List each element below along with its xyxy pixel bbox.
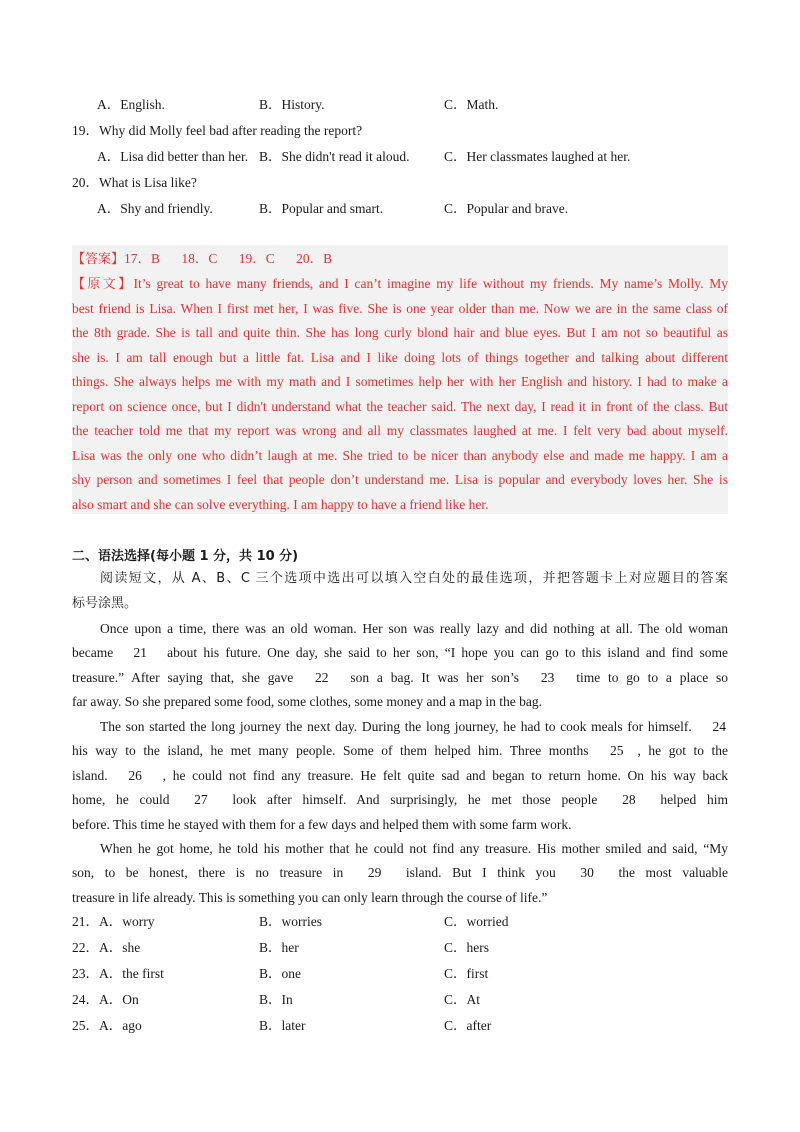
blank-30: 30 xyxy=(580,865,594,880)
passage-line: far away. So she prepared some food, some clothes, some money and a map in the bag. xyxy=(72,694,542,709)
blank-28: 28 xyxy=(622,792,636,807)
transcript-line-1: 【原文】It’s great to have many friends, and I can’t imagine my life without my friends. My name’s Molly. My xyxy=(72,276,728,292)
answer-line xyxy=(72,250,332,269)
q23-option-c: C．first xyxy=(444,966,489,981)
transcript-line-4: she is. I am tall enough but a little fat. Lisa and I like doing lots of things together and talking about different xyxy=(72,350,728,365)
question-24: 24．A．On xyxy=(72,992,139,1007)
answer-label: 【答案】 xyxy=(72,252,125,267)
q20-option-a: A．Shy and friendly. xyxy=(97,201,213,216)
transcript-line-5: things. She always helps me with my math and I sometimes help her with her English and history. I had to make a xyxy=(72,374,728,389)
q18-option-c: C．Math. xyxy=(444,97,499,112)
q24-option-c: C．At xyxy=(444,992,481,1007)
passage-line: treasure.” After saying that, she gave 22 son a bag. It was her son’s 23 time to go to a place so xyxy=(72,670,729,685)
q24-option-b: B．In xyxy=(259,992,293,1007)
q21-option-c: C．worried xyxy=(444,914,509,929)
blank-29: 29 xyxy=(367,865,382,880)
passage-line: became 21 about his future. One day, she said to her son, “I hope you can go to this island and find some xyxy=(72,645,729,660)
blank-21: 21 xyxy=(133,645,147,660)
q23-option-b: B．one xyxy=(259,966,301,981)
q22-option-c: C．hers xyxy=(444,940,489,955)
blank-27: 27 xyxy=(194,792,208,807)
passage-line: island. 26 , he could not find any treasure. He felt quite sad and began to return home. On his way back xyxy=(72,768,728,783)
q20-option-b: B．Popular and smart. xyxy=(259,201,384,216)
q19-stem: 19．Why did Molly feel bad after reading the report? xyxy=(72,123,363,138)
q25-option-c: C．after xyxy=(444,1018,492,1033)
q20-option-c: C．Popular and brave. xyxy=(444,201,569,216)
passage-line: before. This time he stayed with them for a few days and helped them with some farm work. xyxy=(72,817,572,832)
transcript-line-7: the teacher told me that my report was wrong and all my classmates laughed at me. I felt very bad about myself. xyxy=(72,423,728,438)
transcript-label: 【原文】 xyxy=(72,277,134,292)
q19-option-b: B．She didn't read it aloud. xyxy=(259,149,410,164)
blank-22: 22 xyxy=(315,670,329,685)
question-21: 21．A．worry xyxy=(72,914,155,929)
question-23: 23．A．the first xyxy=(72,966,164,981)
passage-line: son, to be honest, there is no treasure in 29 island. But I think you 30 the most valuable xyxy=(72,865,729,880)
passage-line: his way to the island, he met many people. Some of them helped him. Three months 25 , he got to the xyxy=(72,743,728,758)
section-instruction-2: 标号涂黑。 xyxy=(72,596,138,611)
blank-25: 25 xyxy=(610,743,624,758)
q18-option-b: B．History. xyxy=(259,97,325,112)
section-instruction-1: 阅读短文，从 A、B、C 三个选项中选出可以填入空白处的最佳选项，并把答题卡上对应题目的答案 xyxy=(100,571,728,586)
section-title: 二、语法选择(每小题 1 分，共 10 分) xyxy=(72,549,299,564)
q19-option-a: A．Lisa did better than her. xyxy=(97,149,249,164)
blank-26: 26 xyxy=(128,768,142,783)
transcript-line-10: also smart and she can solve everything. I am happy to have a friend like her. xyxy=(72,497,489,512)
transcript-line-9: shy person and sometimes I feel that people don’t understand me. Lisa is popular and everybody loves her. She is xyxy=(72,472,728,487)
passage-line: Once upon a time, there was an old woman. Her son was really lazy and did nothing at all. The old woman xyxy=(100,621,728,636)
blank-23: 23 xyxy=(540,670,555,685)
transcript-line-6: report on science once, but I didn't understand what the teacher said. The next day, I read it in front of the class. But xyxy=(72,399,728,414)
q21-option-b: B．worries xyxy=(259,914,322,929)
answer-text: 17．B 18．C 19．C 20．B xyxy=(124,251,333,266)
transcript-line-8: Lisa was the only one who didn’t laugh at me. She tried to be nicer than anybody else and made me happy. I am a xyxy=(72,448,728,463)
transcript-line-2: best friend is Lisa. When I first met her, I was five. She is one year older than me. Now we are in the same class of xyxy=(72,301,728,316)
passage-line: When he got home, he told his mother that he could not find any treasure. His mother smiled and said, “My xyxy=(100,841,728,856)
q20-stem: 20．What is Lisa like? xyxy=(72,175,197,190)
q19-option-c: C．Her classmates laughed at her. xyxy=(444,149,631,164)
blank-24: 24 xyxy=(712,719,726,734)
passage-line: The son started the long journey the next day. During the long journey, he had to cook meals for himself. 24 xyxy=(100,719,726,734)
passage-line: treasure in life already. This is something you can only learn through the course of life.” xyxy=(72,890,548,905)
q22-option-b: B．her xyxy=(259,940,299,955)
passage-line: home, he could 27 look after himself. And surprisingly, he met those people 28 helped him xyxy=(72,792,728,807)
q25-option-b: B．later xyxy=(259,1018,306,1033)
transcript-line-3: the 8th grade. She is tall and quite thin. She has long curly blond hair and blue eyes. But I am not so beautiful as xyxy=(72,325,728,340)
question-25: 25．A．ago xyxy=(72,1018,142,1033)
question-22: 22．A．she xyxy=(72,940,141,955)
q18-option-a: A．English. xyxy=(97,97,165,112)
